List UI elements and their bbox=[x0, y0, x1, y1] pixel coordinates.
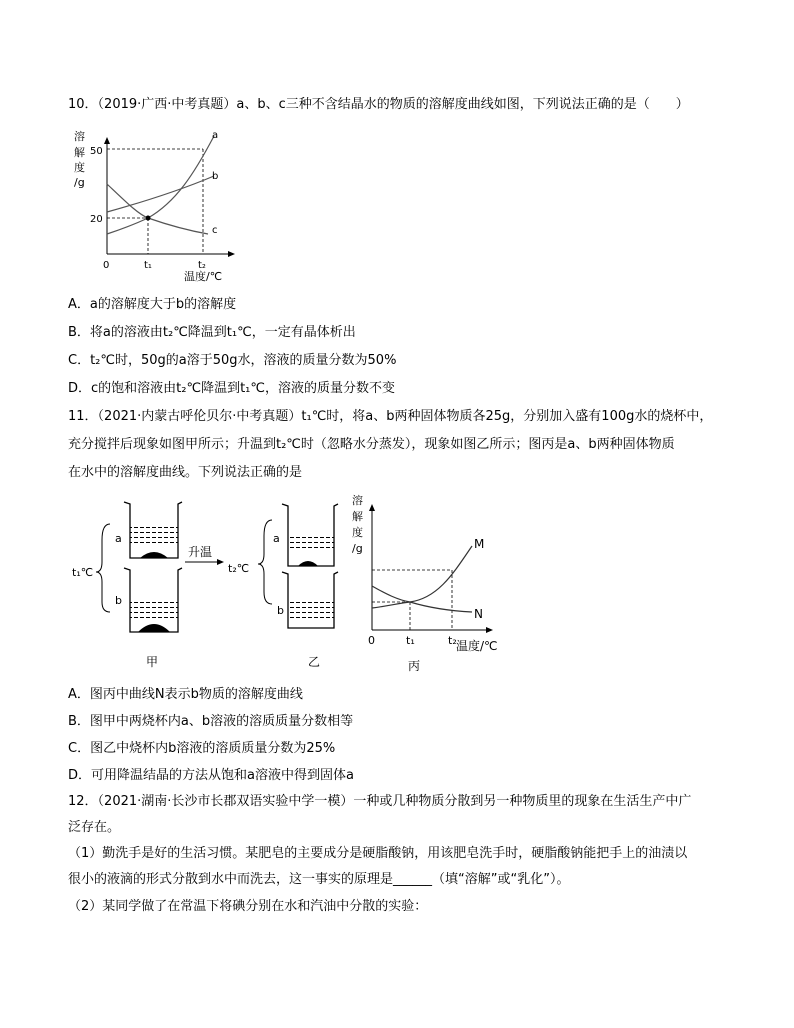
q11-stem-line3: 在水中的溶解度曲线。下列说法正确的是 bbox=[68, 465, 303, 480]
origin-label: 0 bbox=[103, 260, 110, 271]
x-label: 温度/℃ bbox=[184, 270, 223, 283]
beaker-a-jia bbox=[124, 502, 182, 558]
t2-label: t₂℃ bbox=[228, 562, 250, 575]
caption-yi: 乙 bbox=[308, 655, 321, 669]
label-a: a bbox=[212, 130, 219, 141]
q10-solubility-chart bbox=[66, 124, 246, 284]
q10-stem: 10．（2019·广西·中考真题）a、b、c三种不含结晶水的物质的溶解度曲线如图，下列说法正确的是（ ） bbox=[68, 97, 689, 112]
beaker-b-jia bbox=[124, 568, 182, 632]
beaker-label-a-jia: a bbox=[115, 532, 122, 545]
x-axis-arrow bbox=[228, 251, 235, 257]
q11-stem-line2: 充分搅拌后现象如图甲所示；升温到t₂℃时（忽略水分蒸发），现象如图乙所示；图丙是a、b两种固体物质 bbox=[68, 437, 675, 452]
q10-option-b: B．将a的溶液由t₂℃降温到t₁℃，一定有晶体析出 bbox=[68, 325, 356, 340]
q10-option-a: A．a的溶解度大于b的溶解度 bbox=[68, 297, 237, 312]
q11-stem-line1: 11．（2021·内蒙古呼伦贝尔·中考真题）t₁℃时，将a、b两种固体物质各25g，分别加入盛有100g水的烧杯中， bbox=[68, 409, 713, 424]
caption-jia: 甲 bbox=[146, 655, 159, 669]
arrow-label: 升温 bbox=[188, 545, 213, 559]
y-label-4: /g bbox=[74, 176, 85, 189]
beaker-label-a-yi: a bbox=[273, 532, 280, 545]
curve-m bbox=[372, 546, 472, 608]
beaker-b-yi bbox=[282, 572, 338, 628]
caption-bing: 丙 bbox=[408, 659, 421, 673]
q11-option-a: A．图丙中曲线N表示b物质的溶解度曲线 bbox=[68, 687, 303, 702]
intersection-point bbox=[146, 216, 151, 221]
brace-jia bbox=[96, 524, 110, 612]
bing-y-label-4: /g bbox=[352, 542, 363, 555]
curve-a bbox=[107, 136, 214, 234]
beaker-a-yi bbox=[282, 504, 338, 566]
x-tick-t1: t₁ bbox=[144, 260, 152, 271]
q12-sub1-line2: 很小的液滴的形式分散到水中而洗去，这一事实的原理是______（填“溶解”或“乳化”）。 bbox=[68, 872, 570, 887]
bing-x-label: 温度/℃ bbox=[456, 639, 498, 653]
q10-option-c: C．t₂℃时，50g的a溶于50g水，溶液的质量分数为50% bbox=[68, 353, 397, 368]
y-tick-50: 50 bbox=[90, 146, 103, 157]
bing-y-label-2: 解 bbox=[352, 510, 363, 523]
bing-x-tick-t2: t₂ bbox=[448, 634, 457, 647]
q12-stem-line1: 12．（2021·湖南·长沙市长郡双语实验中学一模）一种或几种物质分散到另一种物质里的现象在生活生产中广 bbox=[68, 794, 692, 809]
curve-b bbox=[107, 176, 214, 212]
curve-label-m: M bbox=[474, 537, 485, 551]
q10-option-d: D．c的饱和溶液由t₂℃降温到t₁℃，溶液的质量分数不变 bbox=[68, 381, 395, 396]
bing-origin: 0 bbox=[368, 634, 375, 647]
bing-y-axis-arrow bbox=[369, 504, 375, 511]
brace-yi bbox=[258, 520, 272, 604]
bing-y-label-3: 度 bbox=[352, 526, 363, 539]
q11-solubility-chart bbox=[352, 493, 498, 673]
y-axis-arrow bbox=[104, 137, 110, 144]
q12-stem-line2: 泛存在。 bbox=[68, 820, 121, 835]
q11-option-b: B．图甲中两烧杯内a、b溶液的溶质质量分数相等 bbox=[68, 714, 354, 729]
bing-y-label-1: 溶 bbox=[352, 494, 363, 507]
bing-x-axis-arrow bbox=[486, 627, 493, 633]
q11-option-d: D．可用降温结晶的方法从饱和a溶液中得到固体a bbox=[68, 768, 354, 783]
bing-x-tick-t1: t₁ bbox=[406, 634, 415, 647]
label-b: b bbox=[212, 171, 219, 182]
t1-label: t₁℃ bbox=[72, 566, 94, 579]
beaker-label-b-yi: b bbox=[277, 604, 284, 617]
curve-c bbox=[107, 184, 208, 234]
heat-arrow-head bbox=[217, 559, 224, 565]
label-c: c bbox=[212, 225, 218, 236]
y-label-3: 度 bbox=[74, 161, 85, 174]
q12-sub1-line1: （1）勤洗手是好的生活习惯。某肥皂的主要成分是硬脂酸钠，用该肥皂洗手时，硬脂酸钠能把手上的油渍以 bbox=[68, 846, 688, 861]
y-tick-20: 20 bbox=[90, 214, 103, 225]
curve-label-n: N bbox=[474, 607, 483, 621]
y-label-1: 溶 bbox=[74, 130, 85, 143]
y-label-2: 解 bbox=[74, 146, 85, 159]
q11-figure bbox=[68, 490, 528, 674]
x-tick-t2: t₂ bbox=[198, 260, 206, 271]
beaker-label-b-jia: b bbox=[115, 594, 122, 607]
q11-option-c: C．图乙中烧杯内b溶液的溶质质量分数为25% bbox=[68, 741, 336, 756]
q12-sub2: （2）某同学做了在常温下将碘分别在水和汽油中分散的实验： bbox=[68, 899, 428, 914]
